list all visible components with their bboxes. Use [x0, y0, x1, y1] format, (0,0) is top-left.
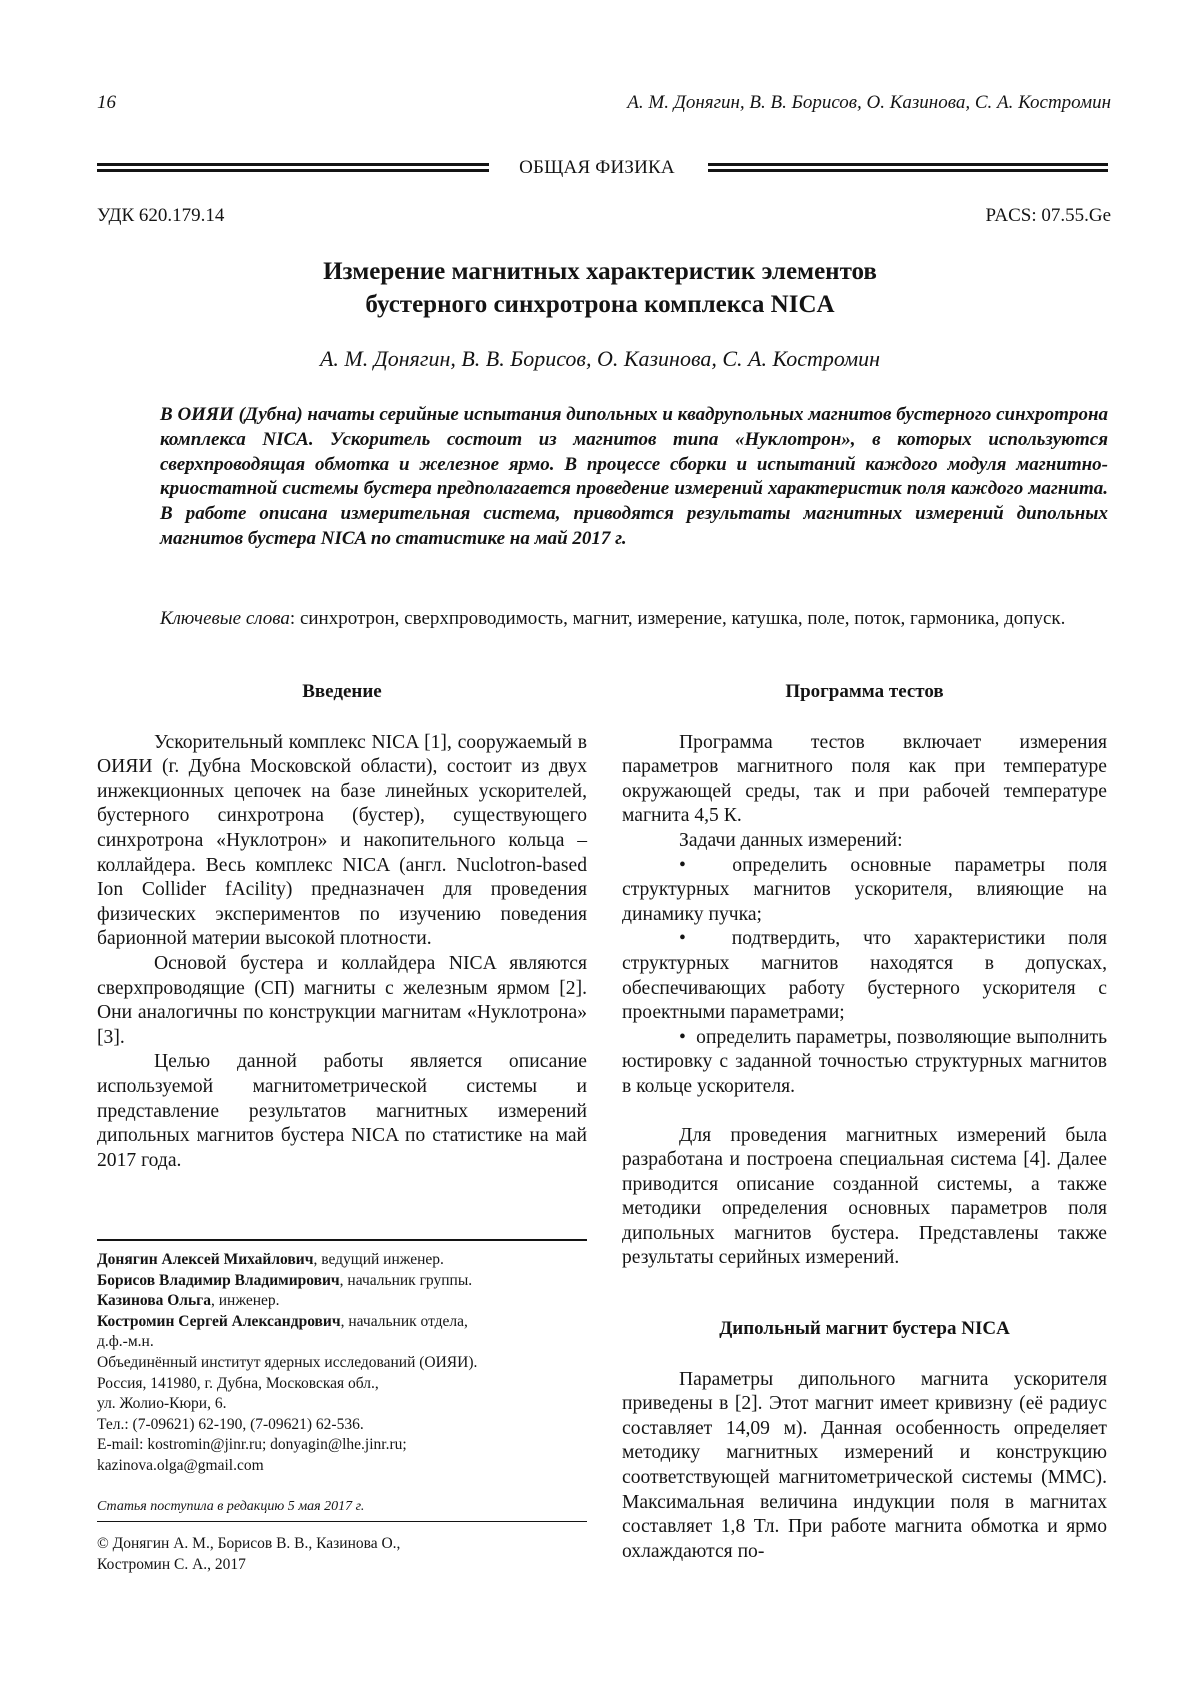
- author-name: Донягин Алексей Михайлович: [97, 1251, 314, 1268]
- running-header-authors: А. М. Донягин, В. В. Борисов, О. Казинова, С. А. Костромин: [627, 92, 1111, 113]
- copyright-line-2: Костромин С. А., 2017: [97, 1555, 246, 1573]
- intro-paragraph-2: Основой бустера и коллайдера NICA являются сверхпроводящие (СП) магниты с железным ярмом [2]. Они аналогичны по конструкции магнитам «Нуклотрона» [3].: [97, 952, 587, 1048]
- udc-code: УДК 620.179.14: [97, 205, 225, 226]
- author-name: Борисов Владимир Владимирович: [97, 1271, 340, 1289]
- author-role: , ведущий инженер.: [313, 1251, 444, 1268]
- page-number: 16: [97, 92, 116, 113]
- program-heading: Программа тестов: [785, 681, 944, 702]
- author-role: , начальник группы.: [339, 1271, 473, 1289]
- article-title: [100, 255, 1100, 321]
- author-name: Казинова Ольга: [97, 1292, 211, 1310]
- author-affiliations: [97, 1250, 587, 1477]
- section-rule-right: [708, 163, 1108, 173]
- author-name: Костромин Сергей Александрович: [97, 1312, 341, 1330]
- bullet-text: подтвердить, что характеристики поля структурных магнитов находятся в допусках, обеспечивающих работу бустерного ускорителя с проектными параметрами;: [622, 928, 1107, 1024]
- author-role: , инженер.: [210, 1292, 280, 1310]
- article-authors: А. М. Донягин, В. В. Борисов, О. Казинова, С. А. Костромин: [319, 346, 881, 371]
- bullet-icon: •: [679, 928, 686, 950]
- dipole-paragraph-1: Параметры дипольного магнита ускорителя приведены в [2]. Этот магнит имеет кривизну (её радиус составляет 14,09 м). Данная особенность определяет методику магнитных измерений и конструкцию соответствующей магнитометрической системы (ММС). Максимальная величина индукции поля в магнитах составляет 1,8 Тл. При работе магнита обмотка и ярмо охлаждаются по-: [622, 1368, 1107, 1562]
- address-line-2: ул. Жолио-Кюри, 6.: [97, 1395, 227, 1413]
- email-line-1: E-mail: kostromin@jinr.ru; donyagin@lhe.jinr.ru;: [97, 1436, 407, 1454]
- abstract: В ОИЯИ (Дубна) начаты серийные испытания дипольных и квадрупольных магнитов бустерного синхротрона комплекса NICA. Ускоритель состоит из магнитов типа «Нуклотрон», в которых используются сверхпроводящая обмотка и железное ярмо. В процессе сборки и испытаний каждого модуля магнитно-криостатной системы бустера предполагается проведение измерений характеристик поля каждого магнита. В работе описана измерительная система, приводятся результаты магнитных измерений дипольных магнитов бустера NICA по статистике на май 2017 г.: [160, 404, 1108, 549]
- keywords-label: Ключевые слова: [160, 608, 290, 629]
- bullet-item: [622, 1026, 1107, 1100]
- keywords: [160, 606, 1108, 631]
- title-line-2: бустерного синхротрона комплекса NICA: [365, 291, 835, 318]
- section-rule-left: [97, 163, 489, 173]
- program-paragraph-3: Для проведения магнитных измерений была разработана и построена специальная система [4]. Далее приводится описание созданной системы, а также методики определения основных параметров поля дипольных магнитов бустера. Представлены также результаты серийных измерений.: [622, 1124, 1107, 1269]
- intro-paragraph-3: Целью данной работы является описание используемой магнитометрической системы и представление результатов магнитных измерений дипольных магнитов бустера NICA по статистике на май 2017 года.: [97, 1051, 587, 1171]
- section-title: ОБЩАЯ ФИЗИКА: [519, 157, 675, 178]
- dipole-heading: Дипольный магнит бустера NICA: [719, 1318, 1010, 1340]
- address-line-1: Россия, 141980, г. Дубна, Московская обл.,: [97, 1374, 379, 1392]
- bullet-icon: •: [679, 1026, 686, 1048]
- bullet-text: определить основные параметры поля структурных магнитов ускорителя, влияющие на динамику пучка;: [622, 854, 1107, 925]
- left-column: [97, 680, 587, 1173]
- program-paragraph-1: Программа тестов включает измерения параметров магнитного поля как при температуре окружающей среды, так и при рабочей температуре магнита 4,5 К.: [622, 731, 1107, 827]
- pacs-code: PACS: 07.55.Ge: [985, 205, 1111, 226]
- right-column: [622, 680, 1107, 1564]
- intro-heading: Введение: [302, 681, 382, 702]
- bullet-text: определить параметры, позволяющие выполнить юстировку с заданной точностью структурных магнитов в кольце ускорителя.: [622, 1026, 1108, 1097]
- keywords-list: : синхротрон, сверхпроводимость, магнит, измерение, катушка, поле, поток, гармоника, допуск.: [289, 608, 1066, 629]
- received-date: Статья поступила в редакцию 5 мая 2017 г.: [97, 1499, 365, 1514]
- copyright-line-1: © Донягин А. М., Борисов В. В., Казинова О.,: [97, 1535, 401, 1552]
- bullet-icon: •: [679, 854, 686, 876]
- copyright: [97, 1534, 587, 1575]
- title-line-1: Измерение магнитных характеристик элементов: [323, 258, 877, 285]
- program-paragraph-2: Задачи данных измерений:: [679, 829, 903, 851]
- received-divider: [97, 1521, 587, 1522]
- bullet-item: [622, 927, 1107, 1025]
- footnote-divider: [97, 1239, 587, 1241]
- email-line-2: kazinova.olga@gmail.com: [97, 1456, 264, 1474]
- intro-paragraph-1: Ускорительный комплекс NICA [1], сооружаемый в ОИЯИ (г. Дубна Московской области), состоит из двух инжекционных цепочек на базе линейных ускорителей, бустерного синхротрона (бустер), существующего синхротрона «Нуклотрон» и накопительного кольца – коллайдера. Весь комплекс NICA (англ. Nuclotron-based Ion Collider fAcility) предназначен для проведения физических экспериментов по изучению поведения барионной материи высокой плотности.: [97, 731, 587, 950]
- organization: Объединённый институт ядерных исследований (ОИЯИ).: [97, 1353, 478, 1371]
- author-role: , начальник отдела,: [340, 1312, 468, 1330]
- phone: Тел.: (7-09621) 62-190, (7-09621) 62-536.: [97, 1415, 364, 1433]
- bullet-item: [622, 854, 1107, 928]
- author-degree: д.ф.-м.н.: [97, 1333, 154, 1351]
- paragraph-gap: [622, 1100, 1107, 1124]
